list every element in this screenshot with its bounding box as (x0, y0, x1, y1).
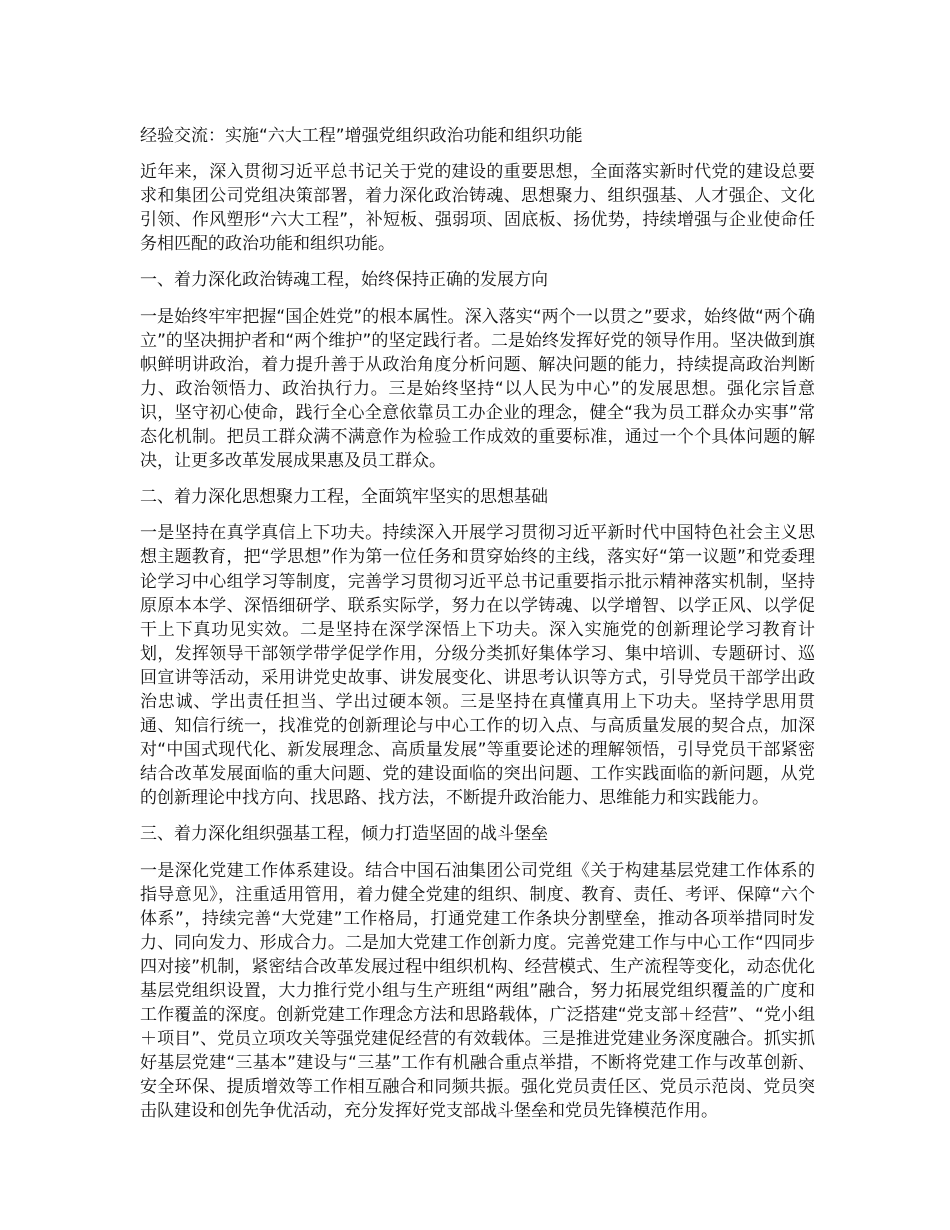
section-1-body: 一是始终牢牢把握“国企姓党”的根本属性。深入落实“两个一以贯之”要求，始终做“两个确立”的坚决拥护者和“两个维护”的坚定践行者。二是始终发挥好党的领导作用。坚决做到旗帜鲜明讲政治，着力提升善于从政治角度分析问题、解决问题的能力，持续提高政治判断力、政治领悟力、政治执行力。三是始终坚持“以人民为中心”的发展思想。强化宗旨意识，坚守初心使命，践行全心全意依靠员工办企业的理念，健全“我为员工群众办实事”常态化机制。把员工群众满不满意作为检验工作成效的重要标准，通过一个个具体问题的解决，让更多改革发展成果惠及员工群众。 (140, 306, 815, 472)
section-3-heading: 三、着力深化组织强基工程，倾力打造坚固的战斗堡垒 (140, 824, 548, 845)
section-1-heading: 一、着力深化政治铸魂工程，始终保持正确的发展方向 (140, 270, 548, 291)
document-title: 经验交流：实施“六大工程”增强党组织政治功能和组织功能 (140, 126, 583, 146)
section-2-heading: 二、着力深化思想聚力工程，全面筑牢坚实的思想基础 (140, 487, 548, 508)
section-2-body: 一是坚持在真学真信上下功夫。持续深入开展学习贯彻习近平新时代中国特色社会主义思想主题教育，把“学思想”作为第一位任务和贯穿始终的主线，落实好“第一议题”和党委理论学习中心组学习等制度，完善学习贯彻习近平总书记重要指示批示精神落实机制，坚持原原本本学、深悟细研学、联系实际学，努力在以学铸魂、以学增智、以学正风、以学促干上下真功见实效。二是坚持在深学深悟上下功夫。深入实施党的创新理论学习教育计划，发挥领导干部领学带学促学作用，分级分类抓好集体学习、集中培训、专题研讨、巡回宣讲等活动，采用讲党史故事、讲发展变化、讲思考认识等方式，引导党员干部学出政治忠诚、学出责任担当、学出过硬本领。三是坚持在真懂真用上下功夫。坚持学思用贯通、知信行统一，找准党的创新理论与中心工作的切入点、与高质量发展的契合点，加深对“中国式现代化、新发展理念、高质量发展”等重要论述的理解领悟，引导党员干部紧密结合改革发展面临的重大问题、党的建设面临的突出问题、工作实践面临的新问题，从党的创新理论中找方向、找思路、找方法，不断提升政治能力、思维能力和实践能力。 (140, 523, 815, 809)
section-3-body: 一是深化党建工作体系建设。结合中国石油集团公司党组《关于构建基层党建工作体系的指导意见》，注重适用管用，着力健全党建的组织、制度、教育、责任、考评、保障“六个体系”，持续完善“大党建”工作格局，打通党建工作条块分割壁垒，推动各项举措同时发力、同向发力、形成合力。二是加大党建工作创新力度。完善党建工作与中心工作“四同步四对接”机制，紧密结合改革发展过程中组织机构、经营模式、生产流程等变化，动态优化基层党组织设置，大力推行党小组与生产班组“两组”融合，努力拓展党组织覆盖的广度和工作覆盖的深度。创新党建工作理念方法和思路载体，广泛搭建“党支部＋经营”、“党小组＋项目”、党员立项攻关等强党建促经营的有效载体。三是推进党建业务深度融合。抓实抓好基层党建“三基本”建设与“三基”工作有机融合重点举措，不断将党建工作与改革创新、安全环保、提质增效等工作相互融合和同频共振。强化党员责任区、党员示范岗、党员突击队建设和创先争优活动，充分发挥好党支部战斗堡垒和党员先锋模范作用。 (140, 860, 815, 1122)
intro-paragraph: 近年来，深入贯彻习近平总书记关于党的建设的重要思想，全面落实新时代党的建设总要求和集团公司党组决策部署，着力深化政治铸魂、思想聚力、组织强基、人才强企、文化引领、作风塑形“六大工程”，补短板、强弱项、固底板、扬优势，持续增强与企业使命任务相匹配的政治功能和组织功能。 (140, 162, 815, 255)
document-page (140, 124, 815, 1136)
